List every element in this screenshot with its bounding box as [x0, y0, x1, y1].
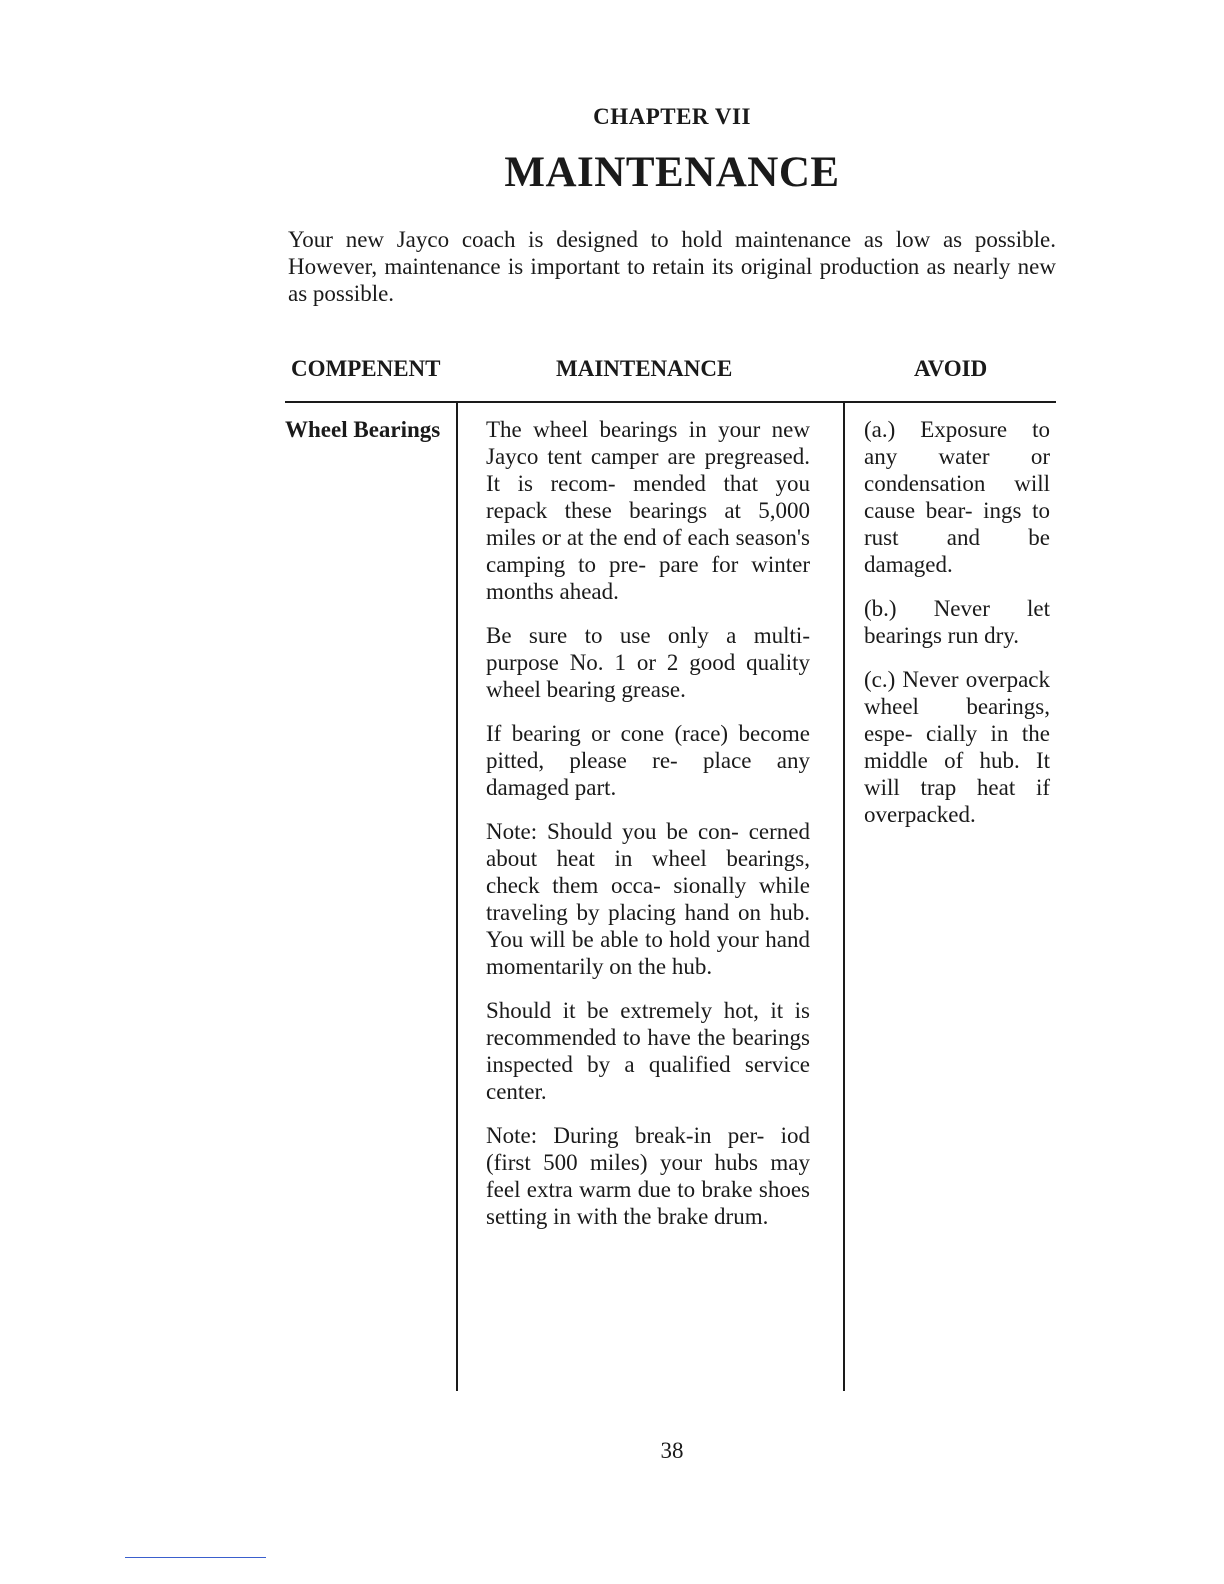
- avoid-paragraph: (c.) Never overpack wheel bearings, espe- cially in the middle of hub. It will trap heat if overpacked.: [864, 667, 1050, 827]
- page-number: 38: [660, 1438, 684, 1463]
- column-divider-right: [843, 403, 845, 1391]
- header-rule: [285, 401, 1056, 403]
- component-name: Wheel Bearings: [285, 417, 441, 442]
- intro-paragraph: Your new Jayco coach is designed to hold maintenance as low as possible. However, maintenance is important to retain its original production as nearly new as possible.: [288, 227, 1056, 306]
- maintenance-paragraph: If bearing or cone (race) become pitted, please re- place any damaged part.: [486, 721, 810, 800]
- avoid-column: [864, 416, 1050, 845]
- header-component: COMPENENT: [291, 356, 441, 381]
- maintenance-paragraph: Note: Should you be con- cerned about heat in wheel bearings, check them occa- sionally while traveling by placing hand on hub. You will be able to hold your hand momentarily on the hub.: [486, 819, 810, 979]
- maintenance-column: [486, 416, 810, 1247]
- maintenance-paragraph: Should it be extremely hot, it is recommended to have the bearings inspected by a qualified service center.: [486, 998, 810, 1104]
- column-divider-left: [456, 403, 458, 1391]
- table-header: [0, 356, 1224, 386]
- maintenance-paragraph: Be sure to use only a multi- purpose No. 1 or 2 good quality wheel bearing grease.: [486, 623, 810, 702]
- header-maintenance: MAINTENANCE: [556, 356, 733, 381]
- avoid-paragraph: (b.) Never let bearings run dry.: [864, 596, 1050, 648]
- maintenance-paragraph: The wheel bearings in your new Jayco tent camper are pregreased. It is recom- mended that you repack these bearings at 5,000 miles or at the end of each season's camping to pre- pare for winter months ahead.: [486, 417, 810, 604]
- chapter-label: CHAPTER VII: [593, 104, 751, 129]
- avoid-paragraph: (a.) Exposure to any water or condensation will cause bear- ings to rust and be damaged.: [864, 417, 1050, 577]
- scan-edge-mark: [125, 1557, 266, 1558]
- maintenance-paragraph: Note: During break-in per- iod (first 500 miles) your hubs may feel extra warm due to brake shoes setting in with the brake drum.: [486, 1123, 810, 1229]
- chapter-title: MAINTENANCE: [504, 149, 840, 196]
- header-avoid: AVOID: [914, 356, 988, 381]
